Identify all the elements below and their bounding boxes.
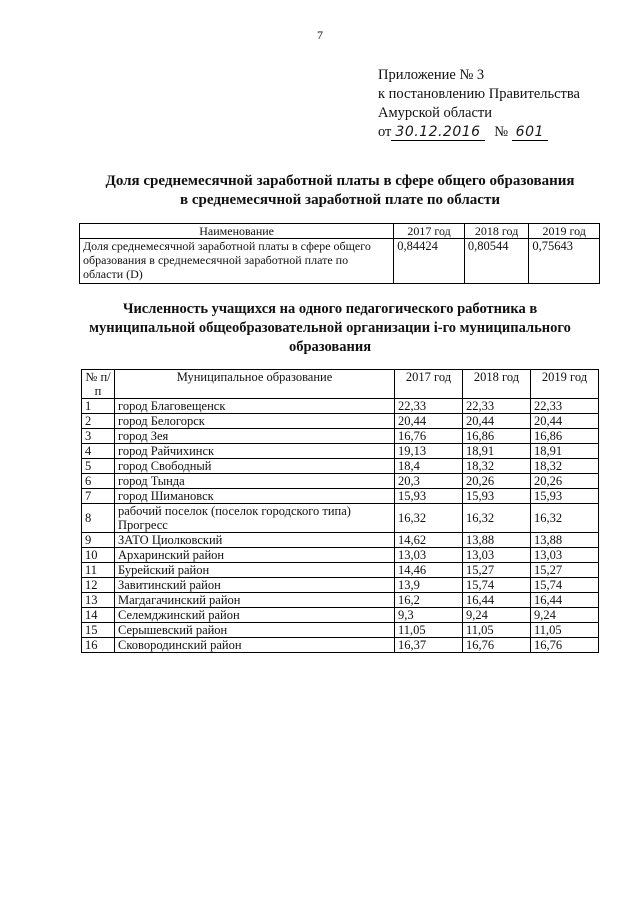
table-row [82, 638, 599, 653]
value-2018: 11,05 [463, 623, 531, 638]
municipality-name: Селемджинский район [115, 608, 395, 623]
value-2017: 19,13 [395, 444, 463, 459]
municipality-name: ЗАТО Циолковский [115, 533, 395, 548]
value-2019: 20,26 [531, 474, 599, 489]
table-row [82, 623, 599, 638]
appendix-title: Приложение № 3 [378, 67, 485, 83]
value-2018: 16,86 [463, 429, 531, 444]
value-2017: 16,32 [395, 504, 463, 533]
municipality-name: рабочий поселок (поселок городского типа) Прогресс [115, 504, 395, 533]
row-number: 11 [82, 563, 115, 578]
table-header-row [80, 224, 600, 239]
table-row [82, 429, 599, 444]
value-2017: 11,05 [395, 623, 463, 638]
salary-share-table [79, 223, 600, 284]
table-row [82, 578, 599, 593]
table-row [82, 593, 599, 608]
header-2017: 2017 год [395, 370, 463, 399]
row-number: 3 [82, 429, 115, 444]
table-body [82, 399, 599, 653]
table-row [82, 474, 599, 489]
value-2018: 16,44 [463, 593, 531, 608]
municipality-name: город Свободный [115, 459, 395, 474]
table-row [82, 608, 599, 623]
value-2017: 16,2 [395, 593, 463, 608]
section2-title-line1: Численность учащихся на одного педагогического работника в [122, 301, 538, 317]
municipality-name: город Шимановск [115, 489, 395, 504]
table-row [82, 489, 599, 504]
municipality-name: Бурейский район [115, 563, 395, 578]
row-number: 5 [82, 459, 115, 474]
indicator-name: Доля среднемесячной заработной платы в сфере общего образования в среднемесячной заработной плате по области (D) [80, 239, 394, 284]
value-2017: 20,3 [395, 474, 463, 489]
header-2019: 2019 год [529, 224, 600, 239]
students-per-teacher-table [81, 369, 599, 653]
value-2019: 15,27 [531, 563, 599, 578]
handwritten-date: 30.12.2016 [391, 124, 484, 141]
table-row [82, 399, 599, 414]
value-2019: 11,05 [531, 623, 599, 638]
value-2019: 22,33 [531, 399, 599, 414]
value-2019: 15,93 [531, 489, 599, 504]
value-2018: 15,27 [463, 563, 531, 578]
appendix-block [378, 66, 580, 142]
row-number: 8 [82, 504, 115, 533]
row-number: 16 [82, 638, 115, 653]
municipality-name: Сковородинский район [115, 638, 395, 653]
section1-title [40, 172, 640, 210]
table-row [82, 459, 599, 474]
value-2019: 13,88 [531, 533, 599, 548]
table-header-row [82, 370, 599, 399]
header-name: Наименование [80, 224, 394, 239]
value-2018: 15,93 [463, 489, 531, 504]
value-2018: 15,74 [463, 578, 531, 593]
value-2018: 20,26 [463, 474, 531, 489]
header-number: № п/п [82, 370, 115, 399]
value-2017: 16,76 [395, 429, 463, 444]
value-2017: 16,37 [395, 638, 463, 653]
row-number: 13 [82, 593, 115, 608]
row-number: 7 [82, 489, 115, 504]
appendix-date-line [378, 123, 580, 142]
table-row [82, 504, 599, 533]
value-2018: 20,44 [463, 414, 531, 429]
header-2018: 2018 год [463, 370, 531, 399]
row-number: 14 [82, 608, 115, 623]
section1-title-line1: Доля среднемесячной заработной платы в сфере общего образования [105, 173, 575, 189]
value-2017: 20,44 [395, 414, 463, 429]
row-number: 12 [82, 578, 115, 593]
value-2019: 13,03 [531, 548, 599, 563]
section2-title-line2: муниципальной общеобразовательной организации i-го муниципального [89, 320, 571, 336]
value-2018: 18,91 [463, 444, 531, 459]
value-2019: 16,86 [531, 429, 599, 444]
value-2018: 16,32 [463, 504, 531, 533]
value-2019: 0,75643 [529, 239, 600, 284]
municipality-name: город Райчихинск [115, 444, 395, 459]
municipality-name: Завитинский район [115, 578, 395, 593]
header-2018: 2018 год [464, 224, 528, 239]
value-2017: 15,93 [395, 489, 463, 504]
municipality-name: город Благовещенск [115, 399, 395, 414]
row-number: 10 [82, 548, 115, 563]
row-number: 6 [82, 474, 115, 489]
row-number: 9 [82, 533, 115, 548]
municipality-name: Магдагачинский район [115, 593, 395, 608]
value-2019: 20,44 [531, 414, 599, 429]
value-2019: 16,76 [531, 638, 599, 653]
appendix-resolution: к постановлению Правительства [378, 86, 580, 102]
section1-title-line2: в среднемесячной заработной плате по области [180, 192, 500, 208]
value-2017: 13,9 [395, 578, 463, 593]
value-2017: 14,62 [395, 533, 463, 548]
row-number: 2 [82, 414, 115, 429]
value-2018: 13,03 [463, 548, 531, 563]
section2-title-line3: образования [288, 339, 372, 355]
date-prefix: от [378, 124, 392, 140]
handwritten-number: 601 [512, 124, 548, 141]
municipality-name: город Белогорск [115, 414, 395, 429]
number-prefix: № [494, 124, 509, 140]
table-row [82, 548, 599, 563]
table-row [82, 563, 599, 578]
value-2017: 9,3 [395, 608, 463, 623]
appendix-region: Амурской области [378, 105, 492, 121]
header-municipality: Муниципальное образование [115, 370, 395, 399]
value-2018: 16,76 [463, 638, 531, 653]
value-2017: 14,46 [395, 563, 463, 578]
value-2017: 0,84424 [394, 239, 465, 284]
table-row [82, 414, 599, 429]
section2-title [40, 300, 620, 357]
value-2019: 9,24 [531, 608, 599, 623]
value-2019: 15,74 [531, 578, 599, 593]
value-2018: 22,33 [463, 399, 531, 414]
municipality-name: город Тында [115, 474, 395, 489]
value-2019: 16,32 [531, 504, 599, 533]
page-number: 7 [317, 28, 323, 42]
value-2018: 18,32 [463, 459, 531, 474]
value-2018: 0,80544 [464, 239, 528, 284]
table-row [82, 444, 599, 459]
value-2017: 13,03 [395, 548, 463, 563]
row-number: 4 [82, 444, 115, 459]
header-2017: 2017 год [394, 224, 465, 239]
row-number: 1 [82, 399, 115, 414]
row-number: 15 [82, 623, 115, 638]
value-2018: 9,24 [463, 608, 531, 623]
municipality-name: Архаринский район [115, 548, 395, 563]
municipality-name: Серышевский район [115, 623, 395, 638]
table-row [80, 239, 600, 284]
header-2019: 2019 год [531, 370, 599, 399]
value-2017: 22,33 [395, 399, 463, 414]
value-2017: 18,4 [395, 459, 463, 474]
value-2019: 16,44 [531, 593, 599, 608]
value-2019: 18,91 [531, 444, 599, 459]
value-2018: 13,88 [463, 533, 531, 548]
table-row [82, 533, 599, 548]
municipality-name: город Зея [115, 429, 395, 444]
value-2019: 18,32 [531, 459, 599, 474]
